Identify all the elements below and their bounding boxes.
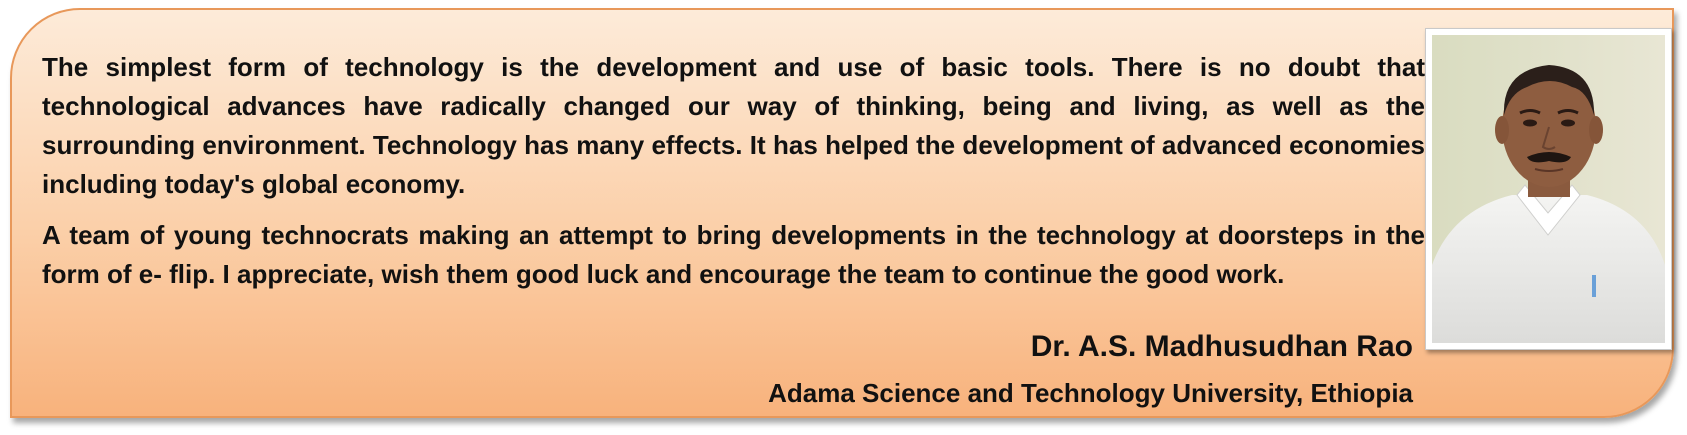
author-name: Dr. A.S. Madhusudhan Rao: [1030, 330, 1413, 363]
author-photo: [1425, 28, 1672, 350]
message-text: [42, 48, 1425, 294]
portrait-photo-icon: [1432, 35, 1665, 343]
author-affiliation: Adama Science and Technology University, Ethiopia: [768, 378, 1413, 408]
message-paragraph-2: A team of young technocrats making an attempt to bring developments in the technology at doorsteps in the form of e- flip. I appreciate, wish them good luck and encourage the team to continue the good work.: [42, 220, 1425, 289]
message-paragraph-1: The simplest form of technology is the development and use of basic tools. There is no doubt that technological advances have radically changed our way of thinking, being and living, as well as the surrounding environment. Technology has many effects. It has helped the development of advanced economies including today's global economy.: [42, 52, 1425, 199]
